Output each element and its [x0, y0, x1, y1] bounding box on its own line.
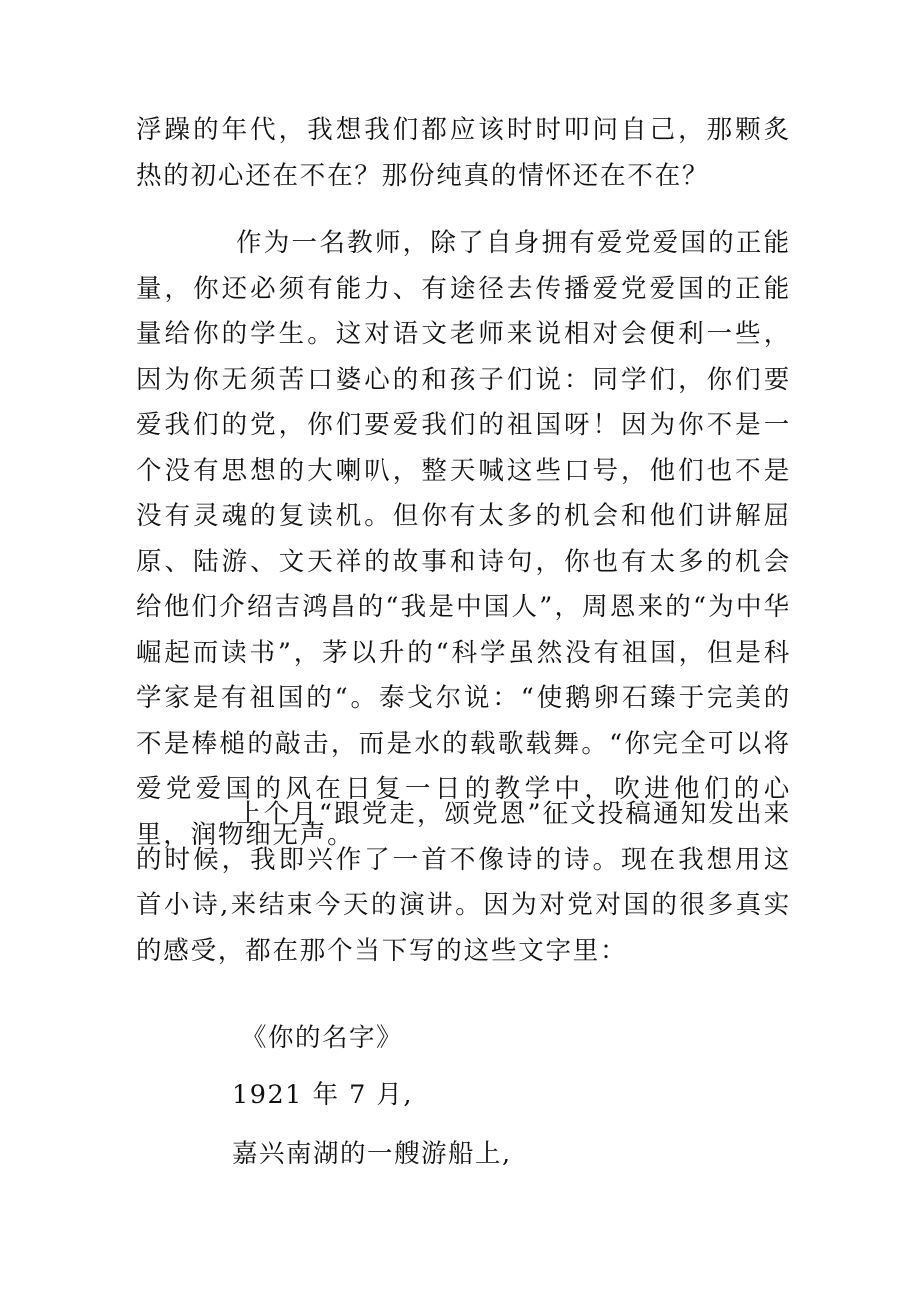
paragraph-continuation: 浮躁的年代，我想我们都应该时时叩问自己，那颗炙热的初心还在不在？那份纯真的情怀还在不在？ [136, 115, 791, 191]
poem-line: 嘉兴南湖的一艘游船上, [232, 1139, 512, 1169]
poem-line: 1921 年 7 月, [232, 1080, 414, 1110]
paragraph-poem-intro: 上个月“跟党走，颂党恩”征文投稿通知发出来的时候，我即兴作了一首不像诗的诗。现在我想用这首小诗,来结束今天的演讲。因为对党对国的很多真实的感受，都在那个当下写的这些文字里： [136, 799, 791, 966]
poem-title: 《你的名字》 [241, 1023, 404, 1053]
paragraph-teacher: 作为一名教师，除了自身拥有爱党爱国的正能量，你还必须有能力、有途径去传播爱党爱国的正能量给你的学生。这对语文老师来说相对会便利一些，因为你无须苦口婆心的和孩子们说：同学们，你们要爱我们的党，你们要爱我们的祖国呀！因为你不是一个没有思想的大喇叭，整天喊这些口号，他们也不是没有灵魂的复读机。但你有太多的机会和他们讲解屈原、陆游、文天祥的故事和诗句，你也有太多的机会给他们介绍吉鸿昌的“我是中国人”，周恩来的“为中华崛起而读书”，茅以升的“科学虽然没有祖国，但是科学家是有祖国的“。泰戈尔说：“使鹅卵石臻于完美的不是棒槌的敲击，而是水的载歌载舞。“你完全可以将爱党爱国的风在日复一日的教学中，吹进他们的心里，润物细无声。 [136, 228, 791, 850]
